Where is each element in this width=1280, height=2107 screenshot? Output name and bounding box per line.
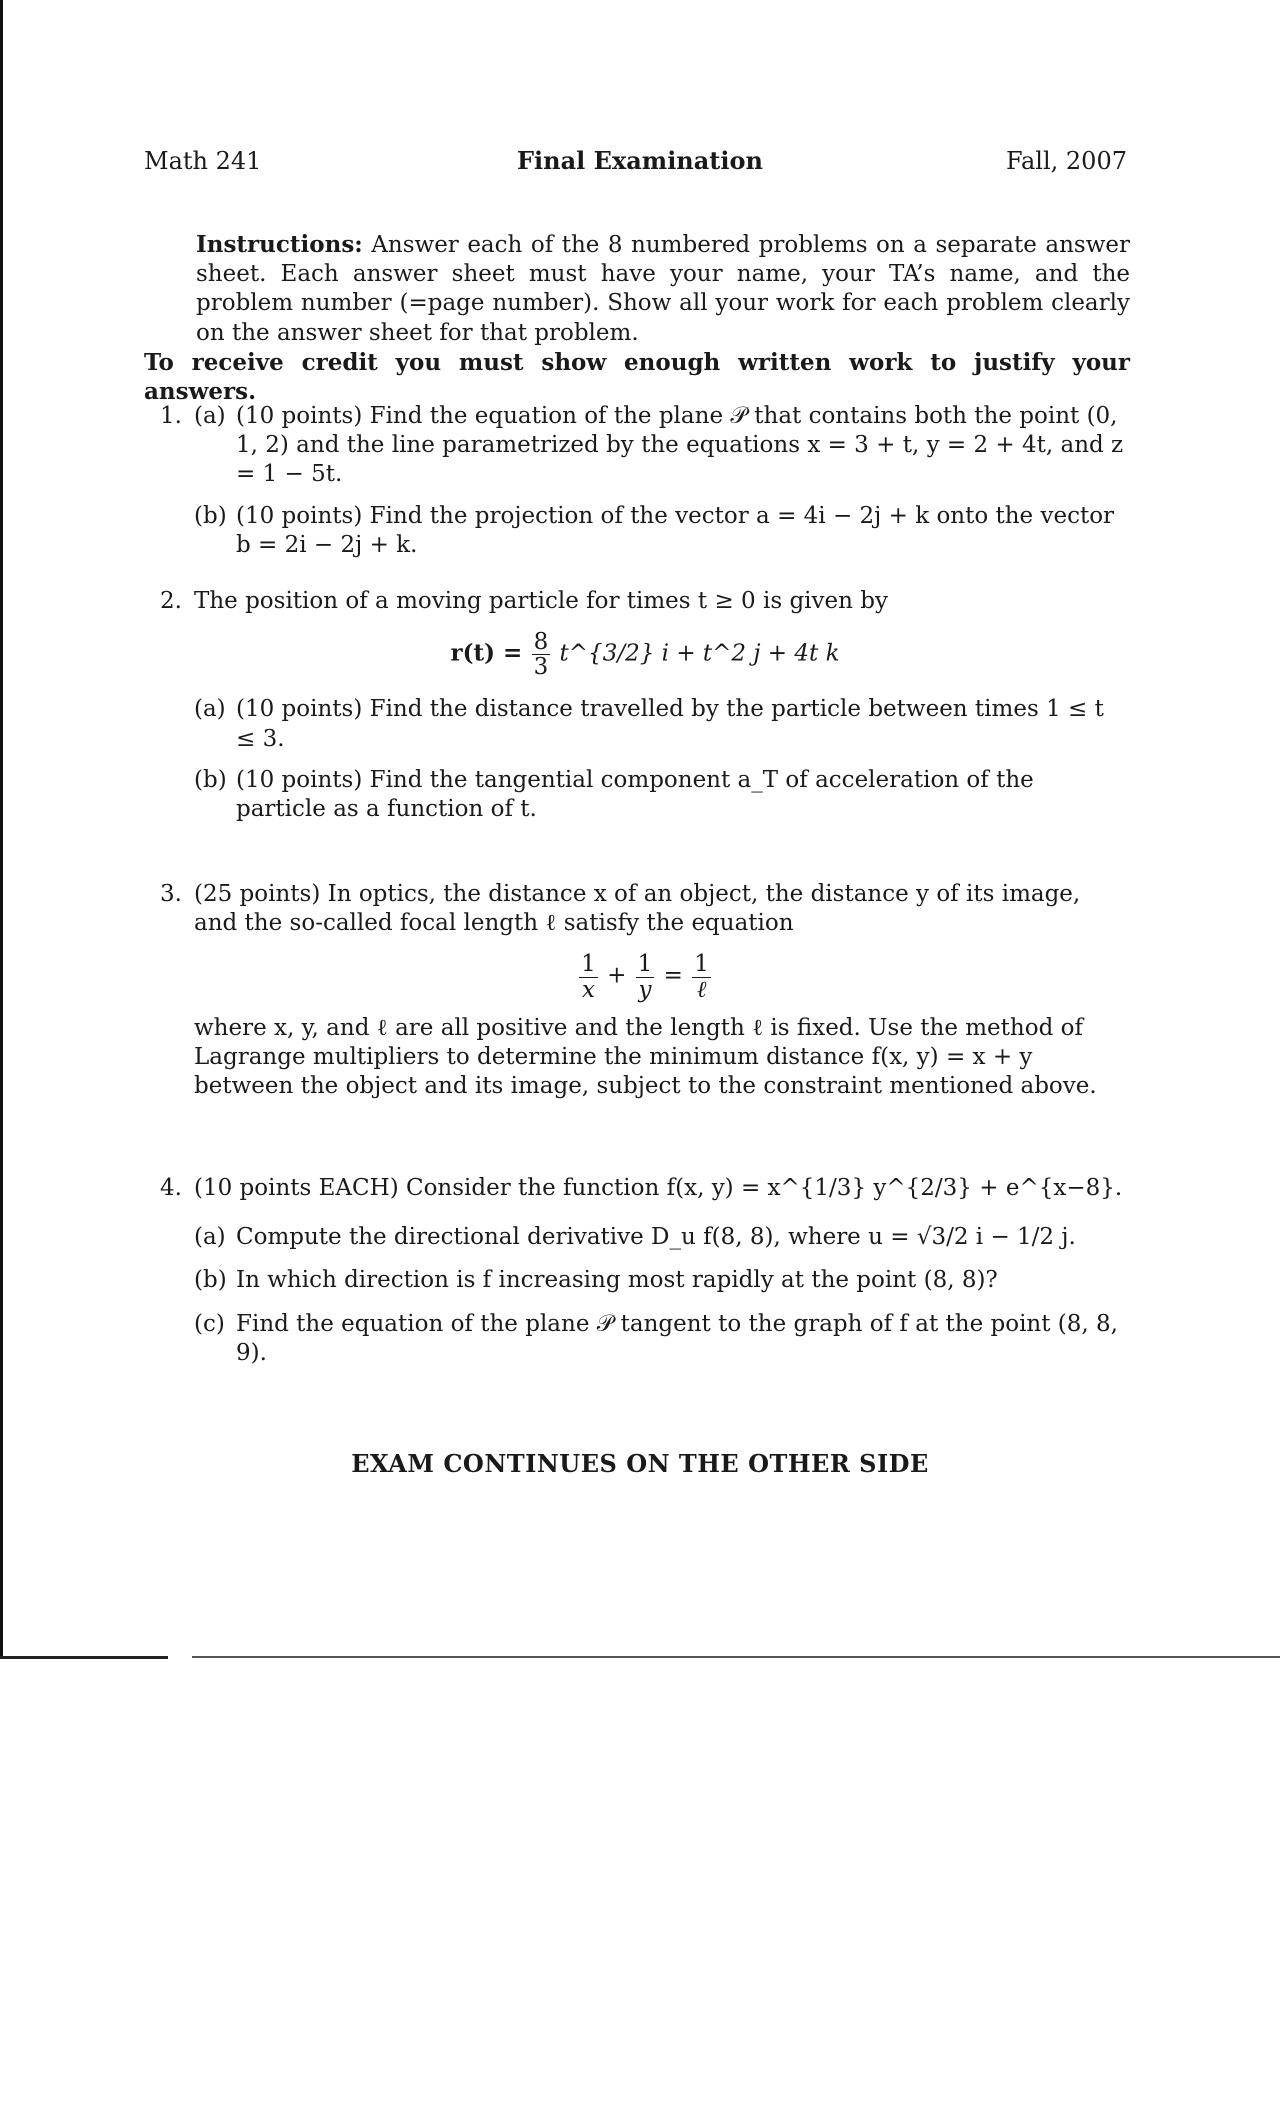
- fraction-denominator: 3: [533, 654, 549, 681]
- page-bottom-edge-line: [0, 1656, 168, 1659]
- problem-2a: [194, 695, 1130, 753]
- problem-4b: [194, 1266, 1130, 1295]
- instructions-label: Instructions:: [196, 231, 363, 258]
- problem-intro: The position of a moving particle for times t ≥ 0 is given by: [194, 588, 888, 614]
- fraction: [579, 952, 598, 1001]
- equation-rest: t^{3/2} i + t^2 j + 4t k: [559, 640, 840, 667]
- part-label: (b): [194, 1267, 227, 1294]
- fraction-denominator: x: [581, 976, 595, 1003]
- problem-intro: (25 points) In optics, the distance x of an object, the distance y of its image, and the so-called focal length ℓ satisfy the equation: [194, 881, 1081, 937]
- fraction-numerator: 1: [637, 951, 653, 978]
- fraction-numerator: 8: [533, 629, 549, 656]
- fraction-denominator: y: [638, 976, 652, 1003]
- fraction-numerator: 1: [694, 951, 709, 978]
- problem-number: 3.: [160, 881, 182, 907]
- problem-4c: [194, 1310, 1130, 1368]
- part-text: (10 points) Find the tangential component a_T of acceleration of the particle as a function of t.: [236, 766, 1034, 823]
- page-bottom-edge-line-right: [192, 1656, 1280, 1658]
- problem-4: [160, 1174, 1130, 1368]
- position-equation: [160, 630, 1130, 679]
- part-label: (c): [194, 1310, 225, 1337]
- problem-2: [160, 587, 1130, 824]
- part-label: (a): [194, 1224, 226, 1251]
- part-label: (b): [194, 766, 227, 793]
- problem-number: 1.: [160, 403, 182, 429]
- instructions-block: [144, 230, 1130, 406]
- problem-number: 4.: [160, 1175, 182, 1201]
- problem-1: [160, 402, 1130, 560]
- fraction: [532, 630, 551, 679]
- instructions-bold-note: To receive credit you must show enough written work to justify your answers.: [144, 348, 1130, 406]
- part-text: (10 points) Find the equation of the plane 𝒫 that contains both the point (0, 1, 2) and the line parametrized by the equations x = 3 + t, y = 2 + 4t, and z = 1 − 5t.: [236, 403, 1124, 488]
- course-name: Math 241: [144, 147, 262, 175]
- part-label: (a): [194, 696, 226, 723]
- continues-notice: EXAM CONTINUES ON THE OTHER SIDE: [351, 1449, 929, 1478]
- fraction: [692, 952, 711, 1001]
- problem-body: where x, y, and ℓ are all positive and the length ℓ is fixed. Use the method of Lagrange multipliers to determine the minimum distance f(x, y) = x + y between the object and its image, subject to the constraint mentioned above.: [194, 1014, 1097, 1100]
- problem-1a: [194, 402, 1130, 490]
- equation-lhs: r(t) =: [450, 639, 523, 667]
- problem-3: [160, 880, 1130, 1101]
- problem-4a: [194, 1223, 1130, 1252]
- lens-equation: $\frac{1}{x}$ + $\frac{1}{y}$ = $\frac{1}{\text{ℓ}}$: [581, 951, 709, 1003]
- fraction-denominator: ℓ: [696, 976, 707, 1003]
- part-label: (a): [194, 403, 226, 429]
- part-text: Find the equation of the plane 𝒫 tangent to the graph of f at the point (8, 8, 9).: [236, 1310, 1118, 1366]
- part-text: In which direction is f increasing most rapidly at the point (8, 8)?: [236, 1267, 998, 1294]
- instructions-text: Answer each of the 8 numbered problems on a separate answer sheet. Each answer sheet must have your name, your TA’s name, and the problem number (=page number). Show all your work for each problem clearly on the answer sheet for that problem.: [196, 232, 1130, 346]
- page-left-edge-line: [0, 0, 3, 1658]
- problem-intro: (10 points EACH) Consider the function f(x, y) = x^{1/3} y^{2/3} + e^{x−8}.: [194, 1175, 1123, 1201]
- exam-title: Final Examination: [517, 146, 763, 175]
- exam-term: Fall, 2007: [1005, 147, 1127, 175]
- part-text: Compute the directional derivative D_u f(8, 8), where u = √3/2 i − 1/2 j.: [236, 1224, 1076, 1251]
- problem-number: 2.: [160, 588, 182, 614]
- fraction-numerator: 1: [581, 951, 596, 978]
- fraction: [636, 952, 655, 1001]
- problem-1b: [194, 502, 1130, 560]
- part-text: (10 points) Find the projection of the vector a = 4i − 2j + k onto the vector b = 2i − 2j + k.: [236, 502, 1115, 558]
- problem-2b: [194, 766, 1130, 824]
- part-text: (10 points) Find the distance travelled by the particle between times 1 ≤ t ≤ 3.: [236, 696, 1104, 752]
- part-label: (b): [194, 502, 227, 529]
